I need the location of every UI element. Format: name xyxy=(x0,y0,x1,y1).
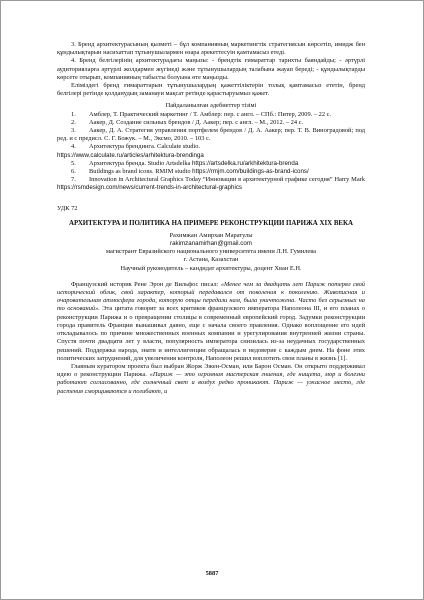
quote: «Менее чем за двадцать лет Париж потерял свой исторический облик, свой характер, который передавался от поколения к поколению. Живописная и очаровательная атмосфера города, которую отцы передали нам, была уничтожена. Часто без серьезных на то оснований». xyxy=(57,280,365,313)
reference-link[interactable]: https://rsmdesign.com/news/current-trends-in-architectural-graphics xyxy=(57,184,243,192)
body-paragraph-1: Французский историк Рене Эрон де Вильфос писал: «Менее чем за двадцать лет Париж потерял свой исторический облик, свой характер, который передавался от поколения к поколению. Живописная и очаровательная атмосфера города, которую отцы передали нам, была уничтожена. Часто без серьезных на то оснований». Эта цитата говорит за всех критиков французского императора Наполеона III, и его планах о реконструкции Парижа и о превращении столицы в современный европейский город. Задумки реконструкции города правитель Франции вынашивал давно, еще с начала своего правления. Однако воплощение его идей откладывалось по причине множественных военных компании и урегулирования внутренней жизни страны. Спустя почти двадцати лет у власти, популярность императора снизилась из-за неудачных государственных решений. Поддержка народа, знати и интеллигенции обращалась в недоверие с каждым днем. На фоне этих политических затруднений, для увеличения контроля, Наполеон решил воплотить свои планы в жизнь [1]. xyxy=(57,280,365,362)
page-content xyxy=(57,41,365,396)
author-email[interactable]: rakimzanamirhan@gmail.com xyxy=(170,240,252,248)
reference-link[interactable]: https://rmjm.com/buildings-as-brand-icons/ xyxy=(192,168,309,176)
references-heading: Пайдаланылған әдебиеттер тізімі xyxy=(165,102,257,110)
author-name: Рахимжан Амирхан Маратулы xyxy=(169,231,253,239)
reference-link[interactable]: https://www.calculate.ru/articles/arhitektura-brendinga xyxy=(57,151,204,159)
article-title: АРХИТЕКТУРА И ПОЛИТИКА НА ПРИМЕРЕ РЕКОНСТРУКЦИИ ПАРИЖА XIX ВЕКА xyxy=(69,219,353,227)
quote: «Париж — это огромная мастерская гниения, где нищета, мор и болезни работают согласованно, где солнечный свет и воздух редко проникают. Париж — ужасное место, где растения сморщиваются и погибают, и xyxy=(57,371,365,395)
author-position: магистрант Евразийского национального университета имени Л.Н. Гумилева xyxy=(106,248,316,256)
reference-item: 6. Buildings as brand icons. RMJM studio https://rmjm.com/buildings-as-brand-icons/ xyxy=(71,168,309,176)
reference-link[interactable]: https://artsdelka.ru/arkhitektura-brenda xyxy=(191,159,299,167)
reference-item: 2. Аакер, Д. Создание сильных брендов / Д. Аакер; пер. с англ. – М., 2012. – 24 с. xyxy=(71,118,304,126)
reference-item: 3. Аакер, Д. А. Стратегия управления портфелем брендов / Д. А. Аакер; пер. Т. В. Виноградовой; под ред. и с предисл. С. Г. Божук. – М., Эксмо, 2010. – 103 с. xyxy=(57,127,365,143)
author-advisor: Научный руководитель – кандидат архитектуры, доцент Хван Е.Н. xyxy=(120,264,302,272)
reference-item: 4. Архитектура брендинга. Calculate studio. https://www.calculate.ru/articles/arhitektura-brendinga xyxy=(57,143,204,159)
references-list xyxy=(57,111,365,193)
page-number: 5887 xyxy=(205,570,219,577)
udk-code: УДК 72 xyxy=(57,204,78,212)
reference-item: 5. Архитектура бренда. Studio Artsdelka https://artsdelka.ru/arkhitektura-brenda xyxy=(71,159,299,167)
conclusion-paragraph: Еліміздегі бренд ғимараттарын тұтынушылардың қажеттіліктерін толық қамтамасыз ететін, бренд белгілері ретінде қолданудың заманауи мақсат ретінде қарастыруымыз қажет. xyxy=(57,82,365,98)
list-item-3: 3. Бренд архитектурасының қызметі – бұл компанияның маркетингтік стратегиясын көрсетіп, имидж бен құндылықтарын насихаттап тұтынушылармен өзара әрекеттесуін қамтамасыз етеді. xyxy=(57,41,365,57)
reference-item: 7. Innovation in Architectural Graphics Today “Инновации в архитектурной графике сегодня” Harry Mark https://rsmdesign.com/news/current-trends-in-architectural-graphics xyxy=(57,176,365,192)
author-city: г. Астана, Казахстан xyxy=(183,256,239,264)
list-item-4: 4. Бренд белгілерінің архитектурадағы маңызы: - брендтік ғимараттар тарихты баяндайды; - әртүрлі аудиторияларға әртүрлі жолдармен жүгінеді және тұтынушылардың талабына жауап береді; - құндылықтарды көрсете отырып, компанияның табысты болуына өте маңызды. xyxy=(57,57,365,81)
author-block xyxy=(57,232,365,273)
body-paragraph-2: Главным куратором проекта был выбран Жорж Эжен-Осман, или Барон Осман. Он открыто поддерживал идею о реконструкции Парижа. «Париж — это огромная мастерская гниения, где нищета, мор и болезни работают согласованно, где солнечный свет и воздух редко проникают. Париж — ужасное место, где растения сморщиваются и погибают, и xyxy=(57,362,365,395)
reference-item: 1. Амблер, Т. Практический маркетинг / Т. Амблер: пер. с англ. – СПб.: Питер, 2009. – 22 с. xyxy=(71,110,332,118)
